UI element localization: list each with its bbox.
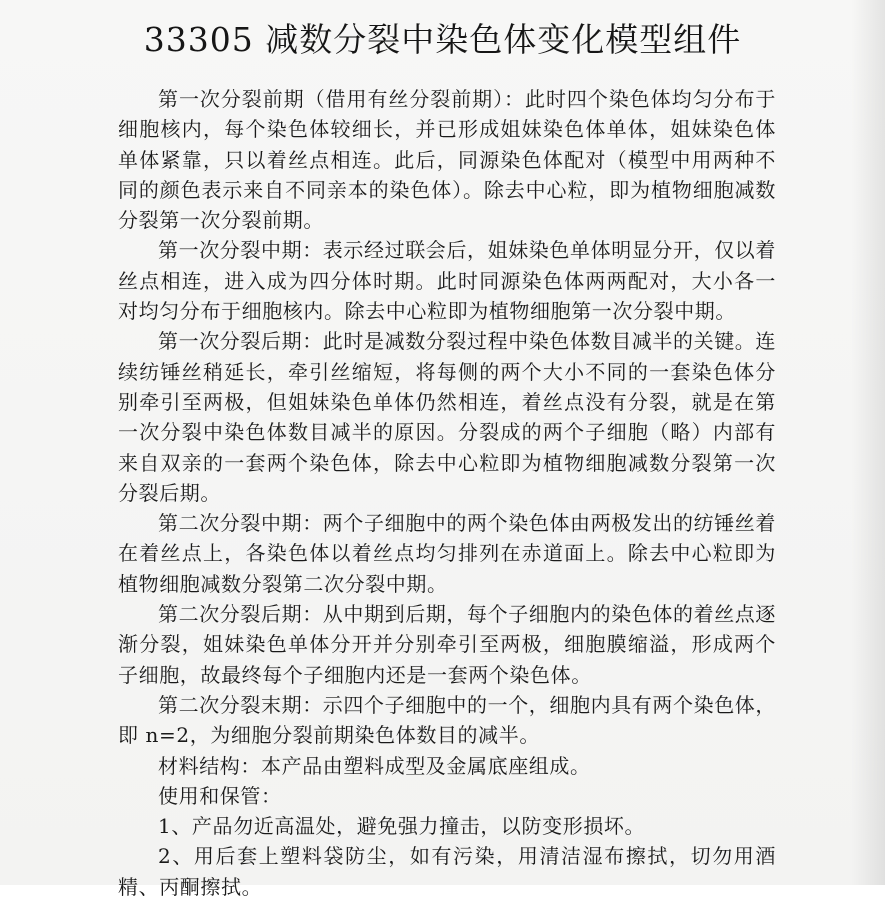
paragraph-usage-item-2: 2、用后套上塑料袋防尘，如有污染，用清洁湿布擦拭，切勿用酒精、丙酮擦拭。 — [118, 844, 776, 899]
paragraph-material-structure: 材料结构：本产品由塑料成型及金属底座组成。 — [158, 753, 591, 778]
document-body — [118, 84, 776, 902]
paragraph-usage-item-1: 1、产品勿近高温处，避免强力撞击，以防变形损坏。 — [158, 814, 646, 839]
page-edge-shadow — [851, 0, 885, 885]
paragraph-meiosis-ii-metaphase: 第二次分裂中期：两个子细胞中的两个染色体由两极发出的纺锤丝着在着丝点上，各染色体以着丝点均匀排列在赤道面上。除去中心粒即为植物细胞减数分裂第二次分裂中期。 — [118, 511, 776, 596]
paragraph-meiosis-ii-anaphase: 第二次分裂后期：从中期到后期，每个子细胞内的染色体的着丝点逐渐分裂，姐妹染色单体分开并分别牵引至两极，细胞膜缩溢，形成两个子细胞，故最终每个子细胞内还是一套两个染色体。 — [118, 602, 776, 687]
document-title: 33305 减数分裂中染色体变化模型组件 — [143, 20, 742, 59]
paragraph-usage-and-care-heading: 使用和保管： — [158, 783, 282, 808]
paragraph-meiosis-ii-telophase: 第二次分裂末期：示四个子细胞中的一个，细胞内具有两个染色体，即 n=2，为细胞分裂前期染色体数目的减半。 — [118, 692, 776, 748]
paragraph-meiosis-i-prophase: 第一次分裂前期（借用有丝分裂前期）：此时四个染色体均匀分布于细胞核内，每个染色体较细长，并已形成姐妹染色体单体，姐妹染色体单体紧靠，只以着丝点相连。此后，同源染色体配对（模型中用两种不同的颜色表示来自不同亲本的染色体）。除去中心粒，即为植物细胞减数分裂第一次分裂前期。 — [118, 87, 776, 233]
paragraph-meiosis-i-metaphase: 第一次分裂中期：表示经过联会后，姐妹染色单体明显分开，仅以着丝点相连，进入成为四分体时期。此时同源染色体两两配对，大小各一对均匀分布于细胞核内。除去中心粒即为植物细胞第一次分裂中期。 — [118, 238, 776, 324]
paragraph-meiosis-i-anaphase: 第一次分裂后期：此时是减数分裂过程中染色体数目减半的关键。连续纺锤丝稍延长，牵引丝缩短，将每侧的两个大小不同的一套染色体分别牵引至两极，但姐妹染色单体仍然相连，着丝点没有分裂，就是在第一次分裂中染色体数目减半的原因。分裂成的两个子细胞（略）内部有来自双亲的一套两个染色体，除去中心粒即为植物细胞减数分裂第一次分裂后期。 — [118, 329, 776, 505]
